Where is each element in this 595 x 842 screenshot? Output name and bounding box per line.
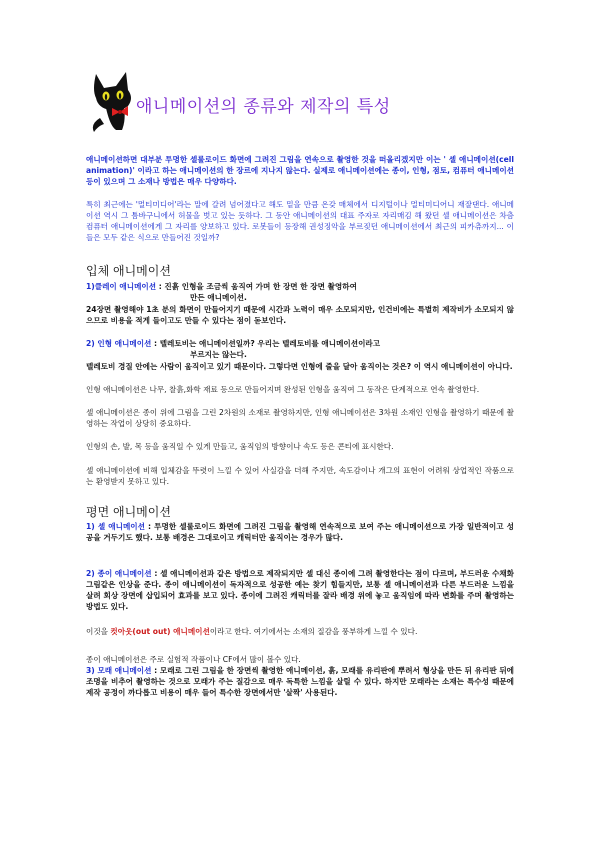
paper-paragraph-2: 종이 애니메이션은 주로 실험적 작품이나 CF에서 많이 볼수 있다.	[86, 655, 301, 664]
cutout-post: 이라고 한다. 여기에서는 소재의 질감을 풍부하게 느낄 수 있다.	[209, 627, 418, 636]
clay-label: 1)클레이 애니메이션	[86, 282, 157, 291]
intro-paragraph-1: 애니메이션하면 대부분 투명한 셀룰로이드 화면에 그려진 그림을 연속으로 촬영한 것을 떠올리겠지만 이는 ' 셀 애니메이션(cell animation)' 이라고 하는 애니메이션의 한 장르에 지나지 않는다. 실제로 애니메이션에는 종이, 인형, 점토, 컴퓨터 애니메이션 등이 있으며 그 소재나 방법은 매우 다양하다.	[86, 155, 514, 187]
sand-paragraph	[86, 665, 514, 698]
puppet-paragraph-3: 셀 애니메이션은 종이 위에 그림을 그린 2차원의 소재로 촬영하지만, 인형 애니메이션은 3차원 소재인 인형을 촬영하기 때문에 촬영하는 작업이 상당히 중요하다.	[86, 408, 514, 429]
cutout-term: 컷아웃(out out) 애니메이션	[110, 627, 210, 636]
section-heading-3d: 입체 애니메이션	[86, 264, 171, 278]
puppet-line-1	[86, 338, 514, 349]
puppet-desc-2: 부르지는 않는다.	[190, 350, 247, 359]
intro-paragraph-2: 특히 최근에는 '멀티미디어'라는 말에 갈려 넘어졌다고 해도 밑을 만큼 온갖 매체에서 디지털이나 멀티미디어니 재잘댄다. 애니메이션 역시 그 틈바구니에서 허물을 벗고 있는 듯하다. 그 동안 애니메이션의 대표 주자로 자리매김 해 왔던 셀 애니메이션은 차츰 컴퓨터 애니메이션에게 그 자리를 양보하고 있다. 로봇들이 등장해 권성징악을 부르짖던 애니메이션에서 최근의 피카츄까지... 이들은 모두 같은 식으로 만들어진 것일까?	[86, 200, 514, 243]
page-title: 애니메이션의 종류와 제작의 특성	[136, 97, 391, 117]
puppet-paragraph-4: 인형의 손, 발, 목 등을 움직일 수 있게 만들고, 움직임의 방향이나 속도 등은 콘티에 표시한다.	[86, 442, 394, 451]
sand-text: : 모래로 그린 그림을 한 장면씩 촬영한 애니메이션, 흙, 모래를 유리판에 뿌려서 형상을 만든 뒤 유리판 뒤에 조명을 비추어 촬영하는 것으로 모래가 주는 질감으로 매우 독특한 느낌을 살릴 수 있다. 하지만 모래라는 소재는 특수성 때문에 제작 공정이 까다롭고 비용이 매우 들어 특수한 장면에서만 '살짝' 사용된다.	[86, 666, 515, 698]
cel-text: : 투명한 셀룰로이드 화면에 그려진 그림을 촬영해 연속적으로 보여 주는 애니메이션으로 가장 일반적이고 성공을 거두기도 했다. 보통 배경은 그대로이고 캐릭터만 움직이는 경우가 많다.	[86, 522, 514, 543]
cutout-pre: 이것을	[86, 627, 111, 636]
clay-line-1	[86, 281, 514, 292]
puppet-paragraph-1: 텔레토비 경질 안에는 사람이 움직이고 있기 때문이다. 그렇다면 인형에 줄을 달아 움직이는 것은? 이 역시 애니메이션이 아니다.	[86, 362, 513, 371]
puppet-paragraph-5: 셀 애니메이션에 비해 입체감을 뚜렷이 느낄 수 있어 사실감을 더해 주지만, 속도감이나 개그의 표현이 어려워 상업적인 작품으로는 환영받지 못하고 있다.	[86, 466, 514, 487]
cel-label: 1) 셀 애니메이션	[86, 522, 145, 531]
puppet-label: 2) 인형 애니메이션	[86, 339, 152, 348]
clay-desc-2: 만든 애니메이션.	[190, 293, 247, 302]
section-heading-2d: 평면 애니메이션	[86, 505, 171, 519]
puppet-desc-1: : 텔레토비는 애니메이션일까? 우리는 텔레토비를 애니메이션이라고	[151, 339, 381, 348]
paper-label: 2) 종이 애니메이션	[86, 569, 152, 578]
paper-text: : 셀 애니메이션과 같은 방법으로 제작되지만 셀 대신 종이에 그려 촬영한다는 점이 다르며, 부드러운 수채화 그림같은 인상을 준다. 종이 애니메이션이 독자적으로 성공한 예는 찾기 힘들지만, 보통 셀 애니메이션과 다른 부드러운 느낌을 살려 회상 장면에 삽입되어 효과를 보고 있다. 종이에 그려진 캐릭터를 잘라 배경 위에 놓고 움직임에 따라 변화를 주며 촬영하는 방법도 있다.	[86, 569, 514, 612]
paper-paragraph	[86, 568, 514, 612]
clay-paragraph: 24장면 촬영해야 1초 분의 화면이 만들어지기 때문에 시간과 노력이 매우 소모되지만, 인건비에는 특별히 제작비가 소모되지 않으므로 비용을 적게 들이고도 만들 수 있다는 점이 돋보인다.	[86, 305, 514, 326]
puppet-paragraph-2: 인형 애니메이션은 나무, 찰흙,화학 재료 등으로 만들어지며 완성된 인형을 움직여 그 동작은 단계적으로 연속 촬영한다.	[86, 385, 480, 394]
cutout-paragraph	[86, 626, 514, 637]
cel-paragraph	[86, 521, 514, 543]
clay-desc-1: : 진흙 인형을 조금씩 움직여 가며 한 장면 한 장면 촬영하여	[156, 282, 357, 291]
sand-label: 3) 모래 애니메이션	[86, 666, 152, 675]
